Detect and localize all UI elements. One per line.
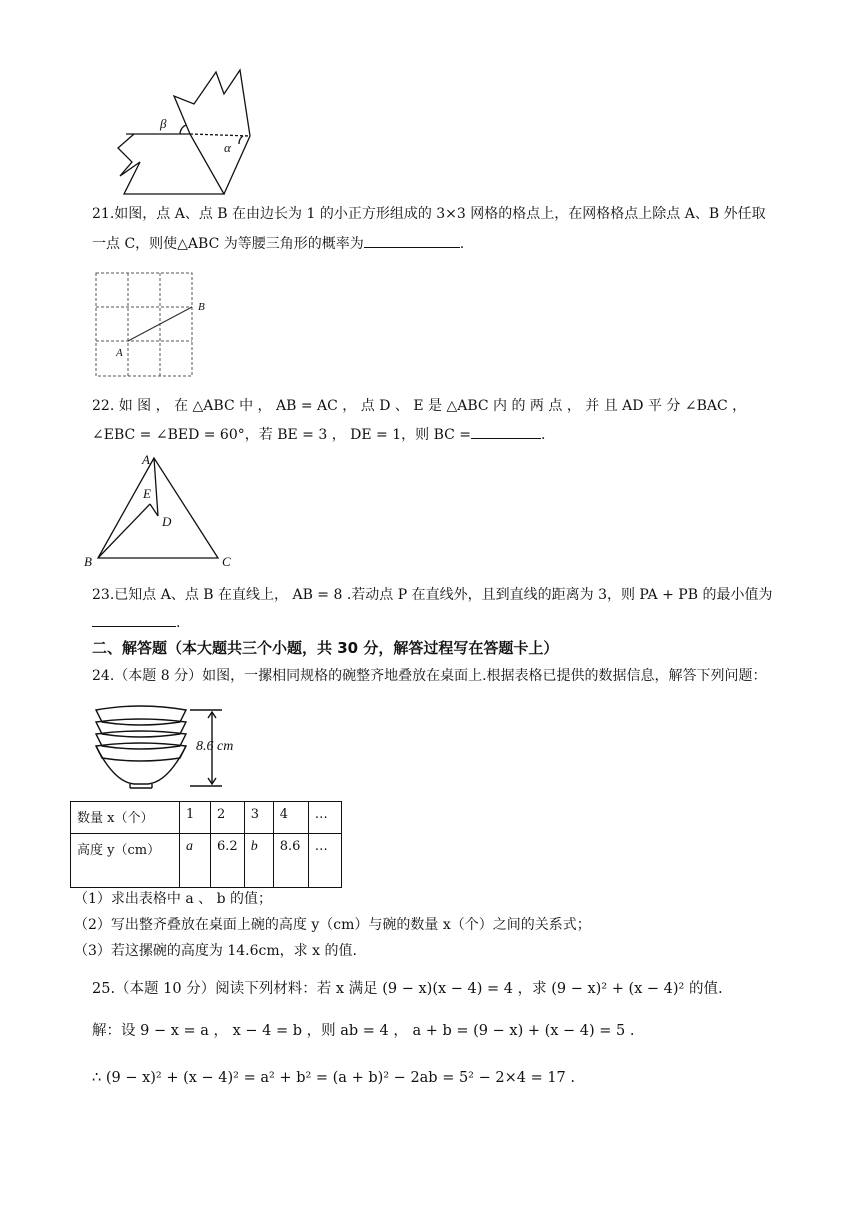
q24-intro: 24.（本题 8 分）如图，一摞相同规格的碗整齐地叠放在桌面上.根据表格已提供的数据信息，解答下列问题： xyxy=(92,668,767,684)
table-cell: b xyxy=(244,834,273,888)
table-row xyxy=(71,834,342,888)
q21-question: 一点 C，则使△ABC 为等腰三角形的概率为 xyxy=(92,236,364,252)
table-cell: 2 xyxy=(211,802,245,834)
angle-alpha: α xyxy=(224,140,231,155)
tri-label-b: B xyxy=(84,554,92,569)
tri-label-c: C xyxy=(222,554,231,569)
q24-sub2: （2）写出整齐叠放在桌面上碗的高度 y（cm）与碗的数量 x（个）之间的关系式； xyxy=(74,917,591,933)
table-row xyxy=(71,802,342,834)
q25-solution-1: 解：设 9 − x = a ， x − 4 = b ，则 ab = 4 ， a + b = (9 − x) + (x − 4) = 5 . xyxy=(92,1023,635,1039)
bowl-stack-figure xyxy=(90,700,270,792)
tri-label-d: D xyxy=(162,514,172,529)
table-cell: 4 xyxy=(273,802,308,834)
q22-answer-blank[interactable] xyxy=(471,424,541,439)
q24-sub1: （1）求出表格中 a 、 b 的值； xyxy=(74,891,273,907)
q21-line1: 21.如图，点 A、点 B 在由边长为 1 的小正方形组成的 3×3 网格的格点上，在网格格点上除点 A、B 外任取 xyxy=(92,206,766,222)
table-header-cell: 高度 y（cm） xyxy=(71,834,180,888)
q24-sub3: （3）若这摞碗的高度为 14.6cm，求 x 的值. xyxy=(74,943,357,959)
q21-line2: 一点 C，则使△ABC 为等腰三角形的概率为 . xyxy=(92,233,464,254)
q21-answer-blank[interactable] xyxy=(364,233,460,248)
q22-line2: ∠EBC = ∠BED = 60°，若 BE = 3 ， DE = 1，则 BC = . xyxy=(92,424,545,445)
table-cell: … xyxy=(308,834,341,888)
height-label: 8.6 cm xyxy=(196,739,234,754)
triangle-figure xyxy=(80,448,240,572)
q23-line2: . xyxy=(92,612,180,633)
tri-label-a: A xyxy=(142,452,150,467)
tri-label-e: E xyxy=(143,486,151,501)
angle-beta: β xyxy=(160,116,167,131)
q25-solution-2: ∴ (9 − x)² + (x − 4)² = a² + b² = (a + b)² − 2ab = 5² − 2×4 = 17 . xyxy=(92,1070,576,1086)
grid-label-a: A xyxy=(116,347,123,359)
table-cell: 1 xyxy=(180,802,211,834)
q23-answer-blank[interactable] xyxy=(92,612,176,627)
table-cell: a xyxy=(180,834,211,888)
table-cell: … xyxy=(308,802,341,834)
bowl-data-table xyxy=(70,801,342,888)
table-cell: 3 xyxy=(244,802,273,834)
q23-line1: 23.已知点 A、点 B 在直线上， AB = 8 .若动点 P 在直线外，且到直线的距离为 3，则 PA + PB 的最小值为 xyxy=(92,587,773,603)
fold-figure xyxy=(110,66,270,196)
grid-label-b: B xyxy=(198,301,205,313)
section-heading: 二、解答题（本大题共三个小题，共 30 分，解答过程写在答题卡上） xyxy=(92,639,559,657)
grid-figure xyxy=(94,270,224,380)
table-cell: 8.6 xyxy=(273,834,308,888)
q22-line1: 22. 如 图 ， 在 △ABC 中 ， AB = AC ， 点 D 、 E 是 △ABC 内 的 两 点 ， 并 且 AD 平 分 ∠BAC ， xyxy=(92,398,747,414)
q25-intro: 25.（本题 10 分）阅读下列材料：若 x 满足 (9 − x)(x − 4) = 4 ，求 (9 − x)² + (x − 4)² 的值. xyxy=(92,981,723,997)
table-header-cell: 数量 x（个） xyxy=(71,802,180,834)
q22-question: ∠EBC = ∠BED = 60°，若 BE = 3 ， DE = 1，则 BC = xyxy=(92,427,472,443)
table-cell: 6.2 xyxy=(211,834,245,888)
